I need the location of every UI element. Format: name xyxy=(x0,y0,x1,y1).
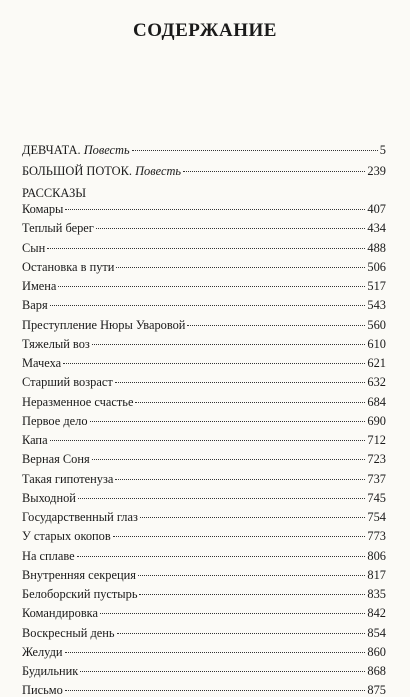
entry-label: Варя xyxy=(22,298,48,313)
page-number: 806 xyxy=(367,548,386,563)
dot-leader xyxy=(47,248,365,249)
toc-entry xyxy=(22,664,386,678)
dot-leader xyxy=(50,305,366,306)
entry-label: БОЛЬШОЙ ПОТОК. Повесть xyxy=(22,164,182,178)
toc-entry xyxy=(22,587,386,601)
page-number: 5 xyxy=(379,143,386,157)
page-number: 723 xyxy=(367,452,386,467)
entry-label: Желуди xyxy=(22,644,63,659)
dot-leader xyxy=(139,594,365,595)
dot-leader xyxy=(135,402,365,403)
dot-leader xyxy=(92,344,366,345)
page-number: 817 xyxy=(367,567,386,582)
entry-label: Внутренняя секреция xyxy=(22,567,136,582)
entry-label: Тяжелый воз xyxy=(22,336,90,351)
toc-entry xyxy=(22,298,386,312)
dot-leader xyxy=(65,209,365,210)
entry-label: Неразменное счастье xyxy=(22,394,134,409)
page-number: 842 xyxy=(367,606,386,621)
dot-leader xyxy=(63,363,365,364)
page-number: 610 xyxy=(367,336,386,351)
entry-label: Сын xyxy=(22,240,46,255)
entry-label: Старший возраст xyxy=(22,375,113,390)
toc-entry xyxy=(22,452,386,466)
page-number: 407 xyxy=(367,202,386,216)
toc-entry xyxy=(22,318,386,332)
dot-leader xyxy=(132,150,378,151)
dot-leader xyxy=(183,171,365,172)
page-number: 875 xyxy=(367,683,386,697)
entry-label: Белоборский пустырь xyxy=(22,587,138,601)
page-number: 621 xyxy=(367,356,386,370)
entry-label: Капа xyxy=(22,433,48,447)
page-number: 737 xyxy=(367,471,386,486)
dot-leader xyxy=(100,613,365,614)
entry-label: Государственный глаз xyxy=(22,510,138,524)
toc-entry xyxy=(22,606,386,620)
toc-entry xyxy=(22,202,386,216)
dot-leader xyxy=(65,652,366,653)
dot-leader xyxy=(50,440,366,441)
toc-entry xyxy=(22,549,386,563)
toc-entry xyxy=(22,260,386,274)
toc-entry xyxy=(22,221,386,235)
toc-entry xyxy=(22,683,386,697)
toc-entry xyxy=(22,510,386,524)
entry-label: Преступление Нюры Уваровой xyxy=(22,317,186,332)
dot-leader xyxy=(92,459,366,460)
entry-label: Имена xyxy=(22,279,57,293)
toc-entry xyxy=(22,529,386,543)
page-number: 854 xyxy=(367,625,386,640)
dot-leader xyxy=(138,575,365,576)
toc-entry xyxy=(22,626,386,640)
dot-leader xyxy=(117,633,366,634)
dot-leader xyxy=(187,325,365,326)
toc-entry xyxy=(22,491,386,505)
toc-entry-devchata xyxy=(22,143,386,157)
toc-entry xyxy=(22,414,386,428)
dot-leader xyxy=(77,556,366,557)
dot-leader xyxy=(65,690,366,691)
dot-leader xyxy=(115,479,365,480)
page-number: 868 xyxy=(367,664,386,678)
dot-leader xyxy=(80,671,365,672)
page-number: 560 xyxy=(367,317,386,332)
page-number: 239 xyxy=(367,164,386,178)
toc-entry xyxy=(22,356,386,370)
toc-entry xyxy=(22,337,386,351)
page-number: 712 xyxy=(367,433,386,447)
entry-label: У старых окопов xyxy=(22,529,111,544)
page-number: 835 xyxy=(367,587,386,601)
entry-label: Комары xyxy=(22,202,64,216)
dot-leader xyxy=(90,421,366,422)
page-number: 754 xyxy=(367,510,386,524)
dot-leader xyxy=(58,286,365,287)
page-number: 632 xyxy=(367,375,386,390)
page-number: 690 xyxy=(367,413,386,428)
page-number: 488 xyxy=(367,240,386,255)
dot-leader xyxy=(115,382,366,383)
toc-entry xyxy=(22,241,386,255)
entry-label: Теплый берег xyxy=(22,221,94,236)
toc-entry xyxy=(22,375,386,389)
page-number: 684 xyxy=(367,394,386,409)
entry-label: Командировка xyxy=(22,606,99,621)
entry-label: Выходной xyxy=(22,490,76,505)
dot-leader xyxy=(113,536,366,537)
toc-entry xyxy=(22,433,386,447)
entry-label: Первое дело xyxy=(22,413,88,428)
entry-label: На сплаве xyxy=(22,548,75,563)
entry-label: Письмо xyxy=(22,683,63,697)
page-number: 506 xyxy=(367,259,386,274)
page-number: 860 xyxy=(367,644,386,659)
entry-label: Мачеха xyxy=(22,356,62,370)
page-title: СОДЕРЖАНИЕ xyxy=(133,20,277,41)
entry-label: Остановка в пути xyxy=(22,259,115,274)
page-number: 434 xyxy=(367,221,386,236)
toc-entry xyxy=(22,645,386,659)
toc-entry xyxy=(22,472,386,486)
dot-leader xyxy=(140,517,366,518)
entry-label: Верная Соня xyxy=(22,452,90,467)
dot-leader xyxy=(96,228,366,229)
page-number: 543 xyxy=(367,298,386,313)
entry-label: Будильник xyxy=(22,664,79,678)
page-number: 745 xyxy=(367,490,386,505)
dot-leader xyxy=(116,267,365,268)
toc-entry xyxy=(22,279,386,293)
page-number: 517 xyxy=(367,279,386,293)
entry-label: ДЕВЧАТА. Повесть xyxy=(22,143,130,157)
dot-leader xyxy=(78,498,365,499)
toc-entry xyxy=(22,568,386,582)
toc-entry-bolshoy-potok xyxy=(22,164,386,178)
stories-heading: РАССКАЗЫ xyxy=(22,186,87,200)
toc-entry xyxy=(22,395,386,409)
entry-label: Такая гипотенуза xyxy=(22,471,114,486)
page-number: 773 xyxy=(367,529,386,544)
entry-label: Воскресный день xyxy=(22,625,115,640)
